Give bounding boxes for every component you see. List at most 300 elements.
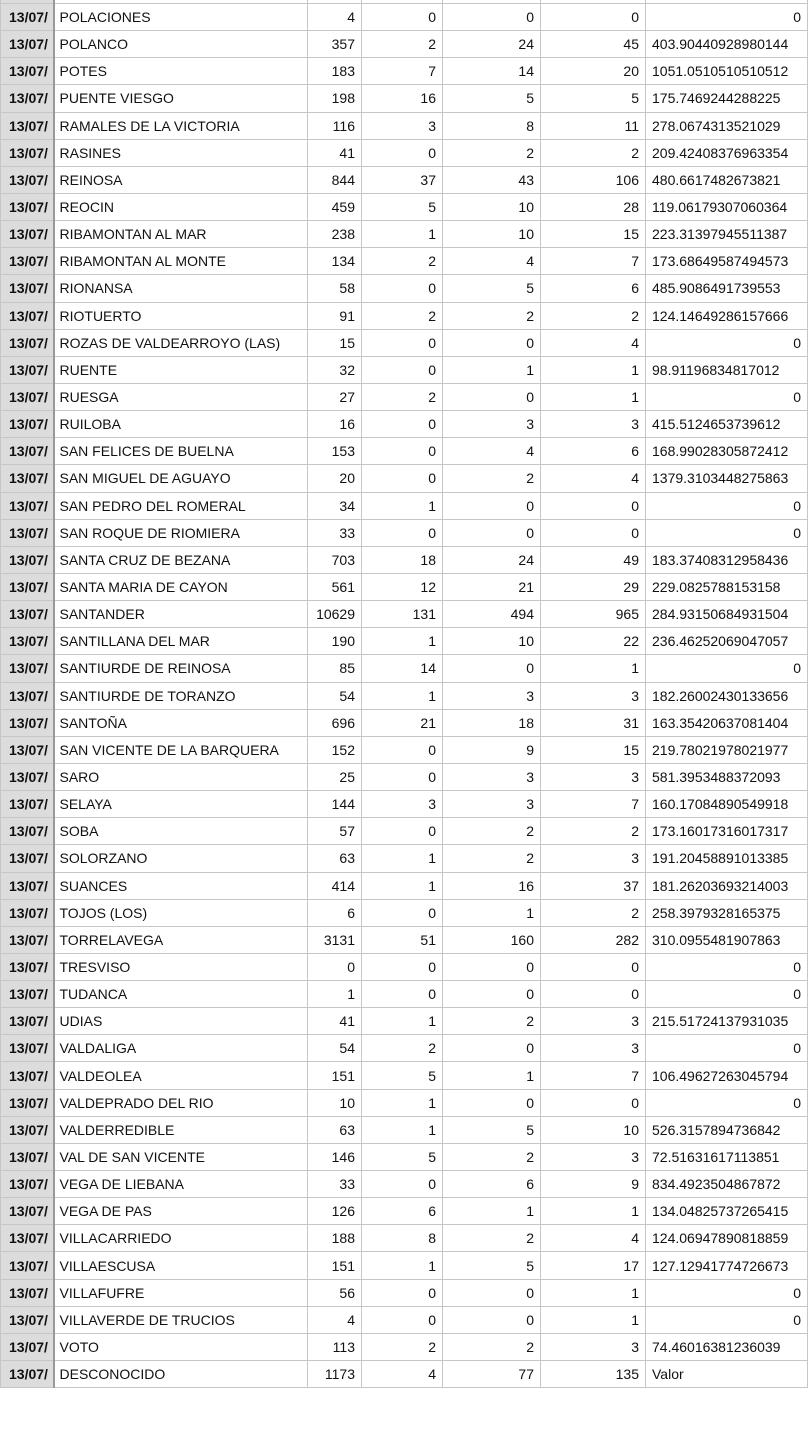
cell-value[interactable]: 2 — [541, 818, 646, 845]
cell-value[interactable]: 6 — [362, 1198, 443, 1225]
cell-municipality[interactable]: VALDEPRADO DEL RIO — [54, 1089, 308, 1116]
cell-municipality[interactable]: SAN FELICES DE BUELNA — [54, 438, 308, 465]
cell-date[interactable]: 13/07/ — [1, 1089, 54, 1116]
cell-municipality[interactable]: SAN VICENTE DE LA BARQUERA — [54, 736, 308, 763]
cell-rate[interactable]: 106.49627263045794 — [646, 1062, 808, 1089]
cell-municipality[interactable]: SANTILLANA DEL MAR — [54, 628, 308, 655]
cell-municipality[interactable]: VILLAESCUSA — [54, 1252, 308, 1279]
cell-date[interactable]: 13/07/ — [1, 601, 54, 628]
cell-municipality[interactable]: SANTIURDE DE TORANZO — [54, 682, 308, 709]
cell-value[interactable]: 151 — [308, 1252, 362, 1279]
cell-date[interactable]: 13/07/ — [1, 926, 54, 953]
cell-value[interactable]: 20 — [308, 465, 362, 492]
cell-rate[interactable]: 236.46252069047057 — [646, 628, 808, 655]
cell-date[interactable]: 13/07/ — [1, 981, 54, 1008]
cell-date[interactable]: 13/07/ — [1, 628, 54, 655]
cell-value[interactable]: 43 — [443, 166, 541, 193]
cell-date[interactable]: 13/07/ — [1, 139, 54, 166]
cell-value[interactable]: 0 — [362, 981, 443, 1008]
cell-rate[interactable]: 134.04825737265415 — [646, 1198, 808, 1225]
cell-value[interactable]: 1 — [362, 845, 443, 872]
cell-value[interactable]: 54 — [308, 682, 362, 709]
cell-date[interactable]: 13/07/ — [1, 845, 54, 872]
cell-municipality[interactable]: VEGA DE PAS — [54, 1198, 308, 1225]
cell-value[interactable]: 2 — [443, 1143, 541, 1170]
cell-value[interactable]: 4 — [541, 329, 646, 356]
cell-value[interactable]: 2 — [362, 383, 443, 410]
cell-rate[interactable]: 173.68649587494573 — [646, 248, 808, 275]
cell-value[interactable]: 4 — [362, 1361, 443, 1388]
cell-value[interactable]: 24 — [443, 31, 541, 58]
cell-rate[interactable]: 485.9086491739553 — [646, 275, 808, 302]
cell-rate[interactable]: 191.20458891013385 — [646, 845, 808, 872]
cell-value[interactable]: 6 — [308, 899, 362, 926]
cell-value[interactable]: 561 — [308, 573, 362, 600]
cell-value[interactable]: 10 — [443, 221, 541, 248]
cell-value[interactable]: 146 — [308, 1143, 362, 1170]
cell-value[interactable]: 2 — [443, 302, 541, 329]
cell-value[interactable]: 28 — [541, 193, 646, 220]
cell-value[interactable]: 31 — [541, 709, 646, 736]
cell-municipality[interactable]: VAL DE SAN VICENTE — [54, 1143, 308, 1170]
cell-value[interactable]: 2 — [443, 845, 541, 872]
cell-value[interactable]: 2 — [443, 1333, 541, 1360]
cell-municipality[interactable]: RIBAMONTAN AL MAR — [54, 221, 308, 248]
cell-value[interactable]: 0 — [362, 438, 443, 465]
cell-value[interactable]: 10 — [308, 1089, 362, 1116]
cell-rate[interactable]: 219.78021978021977 — [646, 736, 808, 763]
cell-value[interactable]: 703 — [308, 546, 362, 573]
cell-value[interactable]: 3 — [362, 112, 443, 139]
cell-value[interactable]: 0 — [362, 411, 443, 438]
cell-date[interactable]: 13/07/ — [1, 329, 54, 356]
cell-rate[interactable]: 0 — [646, 1279, 808, 1306]
cell-value[interactable]: 6 — [541, 275, 646, 302]
cell-date[interactable]: 13/07/ — [1, 1361, 54, 1388]
cell-date[interactable]: 13/07/ — [1, 438, 54, 465]
cell-municipality[interactable]: UDIAS — [54, 1008, 308, 1035]
cell-value[interactable]: 126 — [308, 1198, 362, 1225]
cell-value[interactable]: 54 — [308, 1035, 362, 1062]
cell-value[interactable]: 16 — [443, 872, 541, 899]
cell-rate[interactable]: 168.99028305872412 — [646, 438, 808, 465]
cell-municipality[interactable]: SANTOÑA — [54, 709, 308, 736]
cell-value[interactable]: 0 — [443, 655, 541, 682]
cell-rate[interactable]: 215.51724137931035 — [646, 1008, 808, 1035]
cell-rate[interactable]: 526.3157894736842 — [646, 1116, 808, 1143]
cell-date[interactable]: 13/07/ — [1, 275, 54, 302]
cell-rate[interactable]: 127.12941774726673 — [646, 1252, 808, 1279]
cell-value[interactable]: 1 — [541, 1279, 646, 1306]
cell-value[interactable]: 965 — [541, 601, 646, 628]
cell-value[interactable]: 5 — [443, 1116, 541, 1143]
cell-value[interactable]: 1 — [443, 1062, 541, 1089]
cell-rate[interactable]: 310.0955481907863 — [646, 926, 808, 953]
cell-rate[interactable]: 480.6617482673821 — [646, 166, 808, 193]
cell-value[interactable]: 0 — [443, 519, 541, 546]
cell-value[interactable]: 49 — [541, 546, 646, 573]
cell-value[interactable]: 0 — [362, 1279, 443, 1306]
cell-date[interactable]: 13/07/ — [1, 1143, 54, 1170]
cell-date[interactable]: 13/07/ — [1, 1225, 54, 1252]
cell-value[interactable]: 10 — [541, 1116, 646, 1143]
cell-value[interactable]: 5 — [443, 1252, 541, 1279]
cell-value[interactable]: 17 — [541, 1252, 646, 1279]
cell-value[interactable]: 14 — [443, 58, 541, 85]
cell-value[interactable]: 696 — [308, 709, 362, 736]
cell-value[interactable]: 29 — [541, 573, 646, 600]
cell-value[interactable]: 77 — [443, 1361, 541, 1388]
cell-rate[interactable]: 284.93150684931504 — [646, 601, 808, 628]
cell-rate[interactable]: 98.91196834817012 — [646, 356, 808, 383]
cell-municipality[interactable]: VILLACARRIEDO — [54, 1225, 308, 1252]
cell-rate[interactable]: 173.16017316017317 — [646, 818, 808, 845]
cell-date[interactable]: 13/07/ — [1, 31, 54, 58]
cell-value[interactable]: 15 — [541, 221, 646, 248]
cell-date[interactable]: 13/07/ — [1, 1252, 54, 1279]
cell-date[interactable]: 13/07/ — [1, 953, 54, 980]
cell-rate[interactable]: 182.26002430133656 — [646, 682, 808, 709]
cell-value[interactable]: 4 — [443, 248, 541, 275]
cell-value[interactable]: 56 — [308, 1279, 362, 1306]
cell-value[interactable]: 0 — [541, 492, 646, 519]
cell-date[interactable]: 13/07/ — [1, 1116, 54, 1143]
cell-value[interactable]: 2 — [443, 1225, 541, 1252]
cell-value[interactable]: 0 — [541, 1089, 646, 1116]
cell-value[interactable]: 37 — [541, 872, 646, 899]
cell-value[interactable]: 45 — [541, 31, 646, 58]
cell-value[interactable]: 3 — [443, 763, 541, 790]
cell-value[interactable]: 0 — [541, 953, 646, 980]
cell-value[interactable]: 190 — [308, 628, 362, 655]
cell-value[interactable]: 151 — [308, 1062, 362, 1089]
cell-value[interactable]: 0 — [443, 1089, 541, 1116]
cell-date[interactable]: 13/07/ — [1, 655, 54, 682]
cell-value[interactable]: 2 — [362, 1333, 443, 1360]
cell-municipality[interactable]: ROZAS DE VALDEARROYO (LAS) — [54, 329, 308, 356]
cell-value[interactable]: 7 — [541, 1062, 646, 1089]
cell-rate[interactable]: 581.3953488372093 — [646, 763, 808, 790]
cell-value[interactable]: 0 — [443, 1035, 541, 1062]
cell-value[interactable]: 8 — [362, 1225, 443, 1252]
cell-value[interactable]: 0 — [443, 1279, 541, 1306]
cell-value[interactable]: 5 — [362, 1143, 443, 1170]
cell-value[interactable]: 144 — [308, 791, 362, 818]
cell-value[interactable]: 1 — [362, 1116, 443, 1143]
cell-date[interactable]: 13/07/ — [1, 1333, 54, 1360]
cell-date[interactable]: 13/07/ — [1, 546, 54, 573]
cell-value[interactable]: 1 — [362, 1089, 443, 1116]
cell-value[interactable]: 24 — [443, 546, 541, 573]
cell-value[interactable]: 2 — [362, 31, 443, 58]
cell-value[interactable]: 9 — [443, 736, 541, 763]
cell-value[interactable]: 2 — [541, 899, 646, 926]
cell-date[interactable]: 13/07/ — [1, 383, 54, 410]
cell-value[interactable]: 160 — [443, 926, 541, 953]
cell-value[interactable]: 10 — [443, 628, 541, 655]
cell-rate[interactable]: 74.46016381236039 — [646, 1333, 808, 1360]
cell-value[interactable]: 21 — [443, 573, 541, 600]
cell-value[interactable]: 0 — [362, 953, 443, 980]
cell-rate[interactable]: 223.31397945511387 — [646, 221, 808, 248]
cell-value[interactable]: 8 — [443, 112, 541, 139]
cell-rate[interactable]: 1051.0510510510512 — [646, 58, 808, 85]
cell-rate[interactable]: 0 — [646, 492, 808, 519]
cell-value[interactable]: 0 — [541, 4, 646, 31]
cell-municipality[interactable]: VEGA DE LIEBANA — [54, 1171, 308, 1198]
cell-municipality[interactable]: SELAYA — [54, 791, 308, 818]
cell-municipality[interactable]: RIONANSA — [54, 275, 308, 302]
cell-value[interactable]: 0 — [362, 465, 443, 492]
cell-value[interactable]: 2 — [541, 302, 646, 329]
cell-value[interactable]: 1 — [362, 628, 443, 655]
cell-rate[interactable]: 163.35420637081404 — [646, 709, 808, 736]
cell-value[interactable]: 2 — [443, 465, 541, 492]
cell-value[interactable]: 33 — [308, 1171, 362, 1198]
cell-value[interactable]: 131 — [362, 601, 443, 628]
cell-value[interactable]: 1 — [541, 1306, 646, 1333]
cell-value[interactable]: 3 — [443, 682, 541, 709]
cell-value[interactable]: 1 — [541, 1198, 646, 1225]
cell-value[interactable]: 134 — [308, 248, 362, 275]
cell-date[interactable]: 13/07/ — [1, 302, 54, 329]
cell-value[interactable]: 188 — [308, 1225, 362, 1252]
cell-value[interactable]: 4 — [443, 438, 541, 465]
cell-value[interactable]: 1 — [362, 492, 443, 519]
cell-value[interactable]: 15 — [308, 329, 362, 356]
cell-value[interactable]: 57 — [308, 818, 362, 845]
cell-value[interactable]: 37 — [362, 166, 443, 193]
cell-municipality[interactable]: SAN PEDRO DEL ROMERAL — [54, 492, 308, 519]
cell-value[interactable]: 27 — [308, 383, 362, 410]
cell-value[interactable]: 3 — [443, 791, 541, 818]
cell-date[interactable]: 13/07/ — [1, 573, 54, 600]
cell-value[interactable]: 18 — [362, 546, 443, 573]
cell-date[interactable]: 13/07/ — [1, 1171, 54, 1198]
cell-value[interactable]: 16 — [308, 411, 362, 438]
cell-municipality[interactable]: REINOSA — [54, 166, 308, 193]
cell-value[interactable]: 1 — [362, 1008, 443, 1035]
cell-value[interactable]: 116 — [308, 112, 362, 139]
cell-rate[interactable]: 0 — [646, 383, 808, 410]
cell-value[interactable]: 0 — [443, 383, 541, 410]
cell-value[interactable]: 63 — [308, 845, 362, 872]
cell-municipality[interactable]: SOLORZANO — [54, 845, 308, 872]
cell-value[interactable]: 3 — [541, 1008, 646, 1035]
cell-value[interactable]: 1 — [308, 981, 362, 1008]
cell-rate[interactable]: 0 — [646, 329, 808, 356]
cell-value[interactable]: 3 — [443, 411, 541, 438]
cell-municipality[interactable]: POLANCO — [54, 31, 308, 58]
cell-date[interactable]: 13/07/ — [1, 465, 54, 492]
cell-value[interactable]: 0 — [443, 492, 541, 519]
cell-value[interactable]: 0 — [443, 1306, 541, 1333]
cell-municipality[interactable]: RAMALES DE LA VICTORIA — [54, 112, 308, 139]
cell-rate[interactable]: 0 — [646, 953, 808, 980]
cell-value[interactable]: 0 — [362, 329, 443, 356]
cell-value[interactable]: 85 — [308, 655, 362, 682]
cell-municipality[interactable]: RASINES — [54, 139, 308, 166]
cell-date[interactable]: 13/07/ — [1, 85, 54, 112]
cell-rate[interactable]: 183.37408312958436 — [646, 546, 808, 573]
cell-municipality[interactable]: VALDALIGA — [54, 1035, 308, 1062]
cell-municipality[interactable]: POTES — [54, 58, 308, 85]
cell-value[interactable]: 5 — [362, 1062, 443, 1089]
cell-date[interactable]: 13/07/ — [1, 763, 54, 790]
cell-value[interactable]: 4 — [541, 465, 646, 492]
cell-value[interactable]: 58 — [308, 275, 362, 302]
cell-value[interactable]: 1 — [541, 383, 646, 410]
cell-value[interactable]: 3 — [541, 1143, 646, 1170]
cell-date[interactable]: 13/07/ — [1, 411, 54, 438]
cell-value[interactable]: 10 — [443, 193, 541, 220]
cell-date[interactable]: 13/07/ — [1, 736, 54, 763]
cell-value[interactable]: 2 — [443, 818, 541, 845]
cell-value[interactable]: 1 — [362, 682, 443, 709]
cell-rate[interactable]: 834.4923504867872 — [646, 1171, 808, 1198]
cell-date[interactable]: 13/07/ — [1, 1198, 54, 1225]
cell-value[interactable]: 5 — [362, 193, 443, 220]
cell-rate[interactable]: 160.17084890549918 — [646, 791, 808, 818]
cell-date[interactable]: 13/07/ — [1, 356, 54, 383]
cell-rate[interactable]: 0 — [646, 1089, 808, 1116]
cell-value[interactable]: 183 — [308, 58, 362, 85]
cell-value[interactable]: 5 — [443, 85, 541, 112]
cell-value[interactable]: 25 — [308, 763, 362, 790]
cell-municipality[interactable]: VOTO — [54, 1333, 308, 1360]
cell-rate[interactable]: 0 — [646, 1035, 808, 1062]
cell-value[interactable]: 282 — [541, 926, 646, 953]
cell-date[interactable]: 13/07/ — [1, 492, 54, 519]
cell-date[interactable]: 13/07/ — [1, 709, 54, 736]
cell-value[interactable]: 0 — [362, 763, 443, 790]
cell-municipality[interactable]: TRESVISO — [54, 953, 308, 980]
cell-rate[interactable]: 1379.3103448275863 — [646, 465, 808, 492]
cell-date[interactable]: 13/07/ — [1, 193, 54, 220]
cell-value[interactable]: 2 — [443, 139, 541, 166]
cell-municipality[interactable]: RUENTE — [54, 356, 308, 383]
cell-value[interactable]: 3 — [362, 791, 443, 818]
cell-value[interactable]: 153 — [308, 438, 362, 465]
cell-value[interactable]: 1 — [443, 1198, 541, 1225]
cell-value[interactable]: 3 — [541, 682, 646, 709]
cell-value[interactable]: 7 — [541, 791, 646, 818]
cell-value[interactable]: 91 — [308, 302, 362, 329]
cell-rate[interactable]: 403.90440928980144 — [646, 31, 808, 58]
cell-rate[interactable]: 258.3979328165375 — [646, 899, 808, 926]
cell-value[interactable]: 113 — [308, 1333, 362, 1360]
cell-municipality[interactable]: RIOTUERTO — [54, 302, 308, 329]
cell-value[interactable]: 4 — [308, 4, 362, 31]
cell-municipality[interactable]: POLACIONES — [54, 4, 308, 31]
cell-municipality[interactable]: REOCIN — [54, 193, 308, 220]
cell-municipality[interactable]: SANTA MARIA DE CAYON — [54, 573, 308, 600]
cell-value[interactable]: 844 — [308, 166, 362, 193]
cell-rate[interactable]: 72.51631617113851 — [646, 1143, 808, 1170]
cell-value[interactable]: 33 — [308, 519, 362, 546]
cell-value[interactable]: 414 — [308, 872, 362, 899]
cell-date[interactable]: 13/07/ — [1, 872, 54, 899]
cell-municipality[interactable]: SOBA — [54, 818, 308, 845]
cell-value[interactable]: 0 — [443, 4, 541, 31]
cell-rate[interactable]: 181.26203693214003 — [646, 872, 808, 899]
cell-municipality[interactable]: TORRELAVEGA — [54, 926, 308, 953]
cell-value[interactable]: 0 — [362, 4, 443, 31]
cell-value[interactable]: 459 — [308, 193, 362, 220]
cell-rate[interactable]: 175.7469244288225 — [646, 85, 808, 112]
cell-value[interactable]: 0 — [362, 519, 443, 546]
cell-value[interactable]: 22 — [541, 628, 646, 655]
cell-rate[interactable]: 0 — [646, 655, 808, 682]
cell-municipality[interactable]: SUANCES — [54, 872, 308, 899]
cell-value[interactable]: 16 — [362, 85, 443, 112]
cell-value[interactable]: 0 — [308, 953, 362, 980]
cell-value[interactable]: 106 — [541, 166, 646, 193]
cell-value[interactable]: 14 — [362, 655, 443, 682]
cell-value[interactable]: 18 — [443, 709, 541, 736]
cell-rate[interactable]: 0 — [646, 981, 808, 1008]
cell-date[interactable]: 13/07/ — [1, 4, 54, 31]
cell-date[interactable]: 13/07/ — [1, 112, 54, 139]
cell-value[interactable]: 6 — [541, 438, 646, 465]
cell-value[interactable]: 0 — [362, 899, 443, 926]
cell-date[interactable]: 13/07/ — [1, 221, 54, 248]
cell-municipality[interactable]: SARO — [54, 763, 308, 790]
cell-municipality[interactable]: RIBAMONTAN AL MONTE — [54, 248, 308, 275]
cell-value[interactable]: 494 — [443, 601, 541, 628]
cell-value[interactable]: 0 — [443, 981, 541, 1008]
cell-rate[interactable]: 0 — [646, 1306, 808, 1333]
cell-municipality[interactable]: VILLAFUFRE — [54, 1279, 308, 1306]
cell-value[interactable]: 4 — [541, 1225, 646, 1252]
cell-value[interactable]: 63 — [308, 1116, 362, 1143]
cell-value[interactable]: 135 — [541, 1361, 646, 1388]
cell-value[interactable]: 0 — [443, 953, 541, 980]
cell-value[interactable]: 1 — [362, 872, 443, 899]
cell-municipality[interactable]: DESCONOCIDO — [54, 1361, 308, 1388]
cell-value[interactable]: 3 — [541, 1035, 646, 1062]
cell-value[interactable]: 21 — [362, 709, 443, 736]
cell-date[interactable]: 13/07/ — [1, 519, 54, 546]
cell-value[interactable]: 0 — [362, 1171, 443, 1198]
cell-date[interactable]: 13/07/ — [1, 1062, 54, 1089]
cell-rate[interactable]: 119.06179307060364 — [646, 193, 808, 220]
cell-value[interactable]: 357 — [308, 31, 362, 58]
cell-value[interactable]: 5 — [443, 275, 541, 302]
cell-date[interactable]: 13/07/ — [1, 682, 54, 709]
cell-value[interactable]: 0 — [362, 139, 443, 166]
cell-rate[interactable]: 124.14649286157666 — [646, 302, 808, 329]
cell-value[interactable]: 51 — [362, 926, 443, 953]
cell-municipality[interactable]: SAN ROQUE DE RIOMIERA — [54, 519, 308, 546]
cell-value[interactable]: 12 — [362, 573, 443, 600]
cell-municipality[interactable]: SANTANDER — [54, 601, 308, 628]
cell-value[interactable]: 4 — [308, 1306, 362, 1333]
cell-rate[interactable]: Valor — [646, 1361, 808, 1388]
cell-municipality[interactable]: VILLAVERDE DE TRUCIOS — [54, 1306, 308, 1333]
cell-value[interactable]: 32 — [308, 356, 362, 383]
cell-value[interactable]: 0 — [362, 275, 443, 302]
cell-value[interactable]: 5 — [541, 85, 646, 112]
cell-rate[interactable]: 124.06947890818859 — [646, 1225, 808, 1252]
cell-date[interactable]: 13/07/ — [1, 818, 54, 845]
cell-value[interactable]: 1 — [443, 356, 541, 383]
cell-municipality[interactable]: SAN MIGUEL DE AGUAYO — [54, 465, 308, 492]
cell-municipality[interactable]: RUILOBA — [54, 411, 308, 438]
cell-rate[interactable]: 415.5124653739612 — [646, 411, 808, 438]
cell-value[interactable]: 2 — [362, 1035, 443, 1062]
cell-value[interactable]: 20 — [541, 58, 646, 85]
